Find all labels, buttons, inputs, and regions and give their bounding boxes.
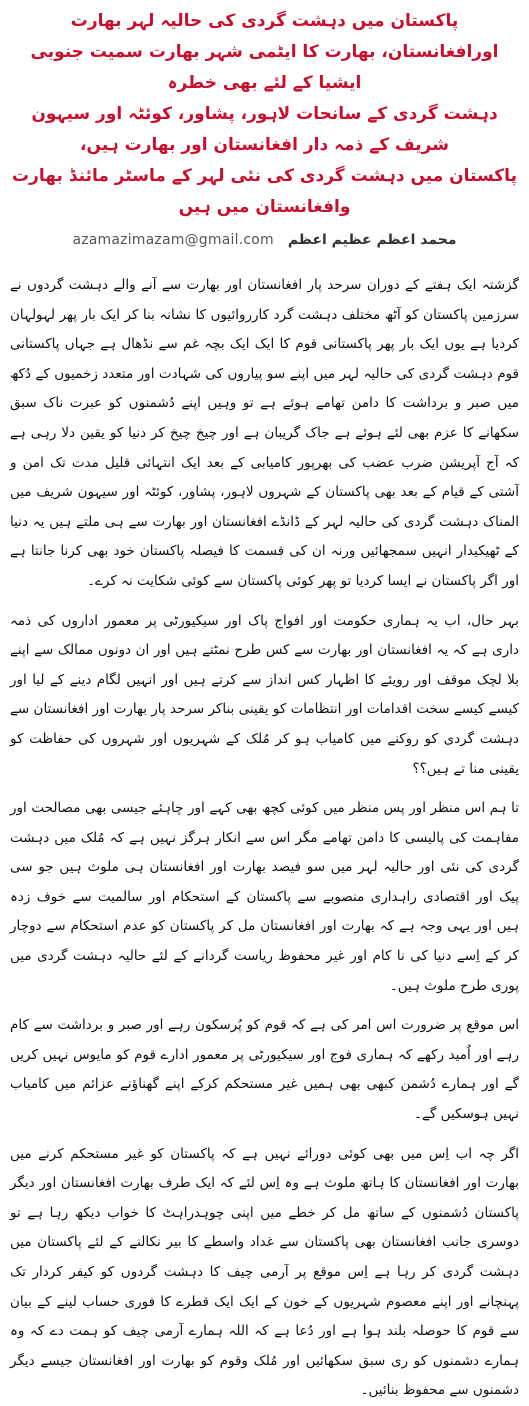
headline-line-1: پاکستان میں دہشت گردی کی حالیہ لہر بھارت اورافغانستان، بھارت کا ایٹمی شہر بھارت سمیت جنوبی ایشیا کے لئے بھی خطرہ	[30, 11, 499, 93]
headline-block	[10, 6, 519, 223]
paragraph-5: اگر چہ اب اِس میں بھی کوئی دورائے نہیں ہے کہ پاکستان کو غیر مستحکم کرنے میں بھارت اور افغانستان کا ہاتھ ملوث ہے وہ اِس لئے کہ ایک طرف بھارت افغانستان اور دیگر پاکستان دُشمنوں کے ساتھ مل کر خطے میں اپنی چوہدراہٹ کا خواب دیکھ رہا ہے تو دوسری جانب افغانستان بھی پاکستان سے غداد واسطے کا بیر نکالنے کے لئے پاکستان میں دہشت گردی کر رہا ہے اِس موقع پر آرمی چیف کا دہشت گردوں کو کیفر کردار تک پہنچانے اور اپنے معصوم شہریوں کے خون کے ایک ایک قطرے کا فوری حساب لینے کے بیان سے قوم کا حوصلہ بلند ہوا ہے اور دُعا ہے کہ اللہ ہمارے آرمی چیف کو ہمت دے کہ وہ ہمارے دشمنوں کو ری سبق سکھائیں اور مُلک وقوم کو بھارت اور افغانستان جیسے دیگر دشمنوں سے محفوظ بنائیں۔	[10, 1145, 519, 1399]
paragraph-4: اس موقع پر ضرورت اس امر کی ہے کہ قوم کو پُرسکون رہے اور صبر و برداشت سے کام رہے اور اُمید رکھے کہ ہماری فوج اور سیکیورٹی پر معمور ادارے قوم کو مایوس نہیں کریں گے اور ہمارے دُشمن کبھی بھی ہمیں غیر مستحکم کرکے اپنے گھناؤنے عزائم میں کامیاب نہیں ہوسکیں گے۔	[10, 1017, 519, 1123]
headline-line-3: پاکستان میں دہشت گردی کی نئی لہر کے ماسٹر مائنڈ بھارت وافغانستان میں ہیں	[12, 166, 517, 217]
paragraph-1: گزشتہ ایک ہفتے کے دوران سرحد پار افغانستان اور بھارت سے آنے والے دہشت گردوں نے سرزمین پاکستان کو آٹھ مختلف دہشت گرد کارروائیوں کا نشانہ بنا کر ایک بار پھر لہولہان کردیا ہے یوں ایک بار پھر پاکستانی قوم کا ایک ایک بچہ غم سے نڈھال ہے جہاں پاکستانی قوم دہشت گردی کی حالیہ لہر میں اپنے سو پیاروں کی شہادت اور متعدد زخمیوں کے دُکھ میں صبر و برداشت کا دامن تھامے ہوئے ہے تو وہیں اپنے دُشمنوں کو عبرت ناک سبق سکھانے کا عزم بھی لئے ہوئے ہے جاک گریبان ہے اور چیخ چیخ کر دنیا کو یقین دلا رہی ہے کہ آج آپریشن ضرب عضب کی بھرپور کامیابی کے بعد ایک انتہائی قلیل مدت تک امن و آشتی کے قیام کے بعد بھی پاکستان کے شہروں لاہور، پشاور، کوئٹہ اور سیہون شریف میں المناک دہشت گردی کی حالیہ لہر کے ڈانڈے افغانستان اور بھارت سے ہی ملتے ہیں یہ دنیا کے ٹھیکیدار انہیں سمجھائیں ورنہ ان کی قسمت کا فیصلہ پاکستان خود بھی کرنا جانتا ہے اور اگر پاکستان نے ایسا کردیا تو پھر کوئی پاکستان سے کوئی شکایت نہ کرے۔	[10, 277, 519, 589]
paragraph-2: بہر حال، اب یہ ہماری حکومت اور افواج پاک اور سیکیورٹی پر معمور اداروں کی ذمہ داری ہے کہ یہ افغانستان اور بھارت سے کس طرح نمٹتے ہیں اور ان دونوں ممالک سے اپنے بلا لچک موقف اور رویئے کا اظہار کس انداز سے کرتے ہیں اور انہیں لگام دینے کے لیا اور کیسے کیسے سخت اقدامات اور انتظامات کو یقینی بناکر سرحد پار بھارت اور افغانستان سے دہشت گردی کو روکنے میں کامیاب ہو کر مُلک کے شہریوں اور شہروں کی حفاظت کو یقینی منا تے ہیں؟؟	[10, 612, 519, 777]
paragraph-3: تا ہم اس منظر اور پس منظر میں کوئی کچھ بھی کہے اور چاہئے جیسی بھی مصالحت اور مفاہمت کی پالیسی کا دامن تھامے مگر اس سے انکار ہرگز نہیں ہے کہ مُلک میں دہشت گردی کی نئی اور حالیہ لہر میں سو فیصد بھارت اور افغانستان ہی ملوث ہیں جو سی پیک اور اقتصادی راہداری منصوبے سے پاکستان کے استحکام اور سالمیت سے خوف زدہ ہیں اور یہی وجہ ہے کہ بھارت اور افغانستان مل کر پاکستان کو عدم استحکام سے دوچار کر کے اِسے دنیا کی نا کام اور غیر محفوظ ریاست گردانے کے لئے حالیہ دہشت گردی میں پوری طرح ملوث ہیں۔	[10, 800, 519, 994]
byline	[10, 227, 519, 253]
author-name: محمد اعظم عظیم اعظم	[287, 232, 457, 248]
author-email: azamazimazam@gmail.com	[72, 232, 274, 248]
article-body	[10, 271, 519, 1406]
headline-line-2: دہشت گردی کے سانحات لاہور، پشاور، کوئٹہ اور سیہون شریف کے ذمہ دار افغانستان اور بھارت ہیں،	[31, 104, 498, 155]
